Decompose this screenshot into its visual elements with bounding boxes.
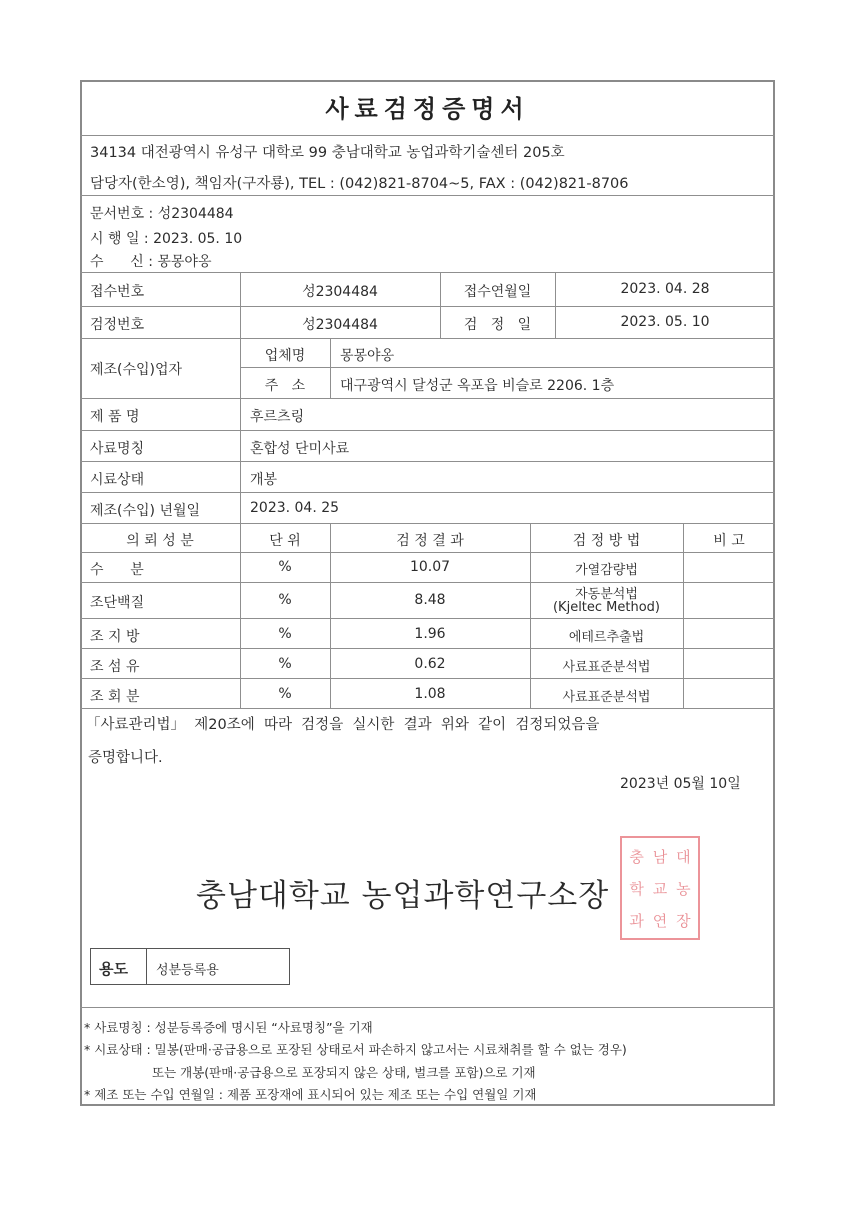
seal-char: 장: [676, 912, 691, 930]
row-unit: %: [278, 686, 292, 702]
note-item: 또는 개봉(판매·공급용으로 포장되지 않은 상태, 벌크를 포함)으로 기재: [152, 1065, 536, 1080]
row-unit: %: [278, 656, 292, 672]
divider: [80, 461, 775, 462]
document-title: 사료검정증명서: [325, 95, 530, 123]
divider: [80, 195, 775, 196]
note-item: * 사료명칭 : 성분등록증에 명시된 “사료명칭”을 기재: [84, 1020, 373, 1035]
issuer-contact: 담당자(한소영), 책임자(구자룡), TEL : (042)821-8704~5, FAX : (042)821-8706: [90, 176, 629, 192]
row-method: 가열감량법: [575, 563, 638, 578]
test-no-value: 성2304484: [302, 317, 378, 333]
row-method: 에테르추출법: [568, 630, 645, 645]
row-result: 8.48: [414, 592, 446, 608]
receipt-date-label: 접수연월일: [463, 284, 532, 300]
manufacturer-label: 제조(수입)업자: [90, 362, 183, 378]
seal-char: 남: [652, 848, 668, 866]
row-method-detail: (Kjeltec Method): [552, 600, 661, 615]
mfg-date-value: 2023. 04. 25: [250, 500, 340, 516]
row-method: 자동분석법: [575, 587, 638, 602]
official-seal: [620, 836, 700, 940]
product-name-value: 후르츠링: [250, 409, 305, 425]
divider: [683, 523, 684, 708]
header-component: 의 뢰 성 분: [126, 533, 194, 549]
usage-label: 용도: [99, 960, 128, 978]
divider: [530, 523, 531, 708]
seal-char: 과: [629, 912, 644, 930]
seal-char: 학: [629, 880, 644, 898]
usage-box: [90, 948, 290, 985]
header-method: 검 정 방 법: [572, 533, 641, 549]
note-item: * 시료상태 : 밀봉(판매·공급용으로 포장된 상태로서 파손하지 않고서는 시료채취를 할 수 없는 경우): [84, 1042, 627, 1057]
divider: [80, 492, 775, 493]
row-unit: %: [278, 592, 292, 608]
receipt-no-label: 접수번호: [90, 284, 145, 300]
sample-state-value: 개봉: [250, 472, 278, 488]
divider: [80, 1007, 775, 1008]
row-unit: %: [278, 559, 292, 575]
receipt-no-value: 성2304484: [302, 284, 378, 300]
sample-state-label: 시료상태: [90, 472, 145, 488]
row-method: 사료표준분석법: [562, 660, 651, 675]
divider: [80, 398, 775, 399]
divider: [80, 648, 775, 649]
row-result: 10.07: [409, 559, 451, 575]
recipient: 수 신 : 몽몽야옹: [90, 254, 212, 270]
certification-date: 2023년 05월 10일: [620, 776, 741, 792]
divider: [80, 523, 775, 524]
company-label: 업체명: [264, 348, 306, 364]
seal-char: 대: [676, 848, 691, 866]
usage-value: 성분등록용: [156, 963, 219, 978]
certification-statement-end: 증명합니다.: [88, 750, 163, 766]
divider: [80, 678, 775, 679]
note-item: * 제조 또는 수입 연월일 : 제품 포장재에 표시되어 있는 제조 또는 수입 연월일 기재: [84, 1087, 537, 1102]
seal-char: 농: [676, 880, 691, 898]
signatory: 충남대학교 농업과학연구소장: [196, 878, 610, 914]
address-label: 주 소: [264, 378, 306, 394]
test-date-value: 2023. 05. 10: [620, 314, 710, 330]
row-result: 0.62: [414, 656, 446, 672]
divider: [80, 135, 775, 136]
row-component: 조단백질: [90, 595, 145, 611]
doc-number: 문서번호 : 성2304484: [90, 206, 234, 222]
divider: [80, 272, 775, 273]
seal-char: 연: [652, 912, 668, 930]
row-component: 조 섬 유: [90, 659, 140, 675]
divider: [330, 523, 331, 708]
row-method: 사료표준분석법: [562, 690, 651, 705]
divider: [80, 430, 775, 431]
row-result: 1.96: [414, 626, 446, 642]
issuer-address: 34134 대전광역시 유성구 대학로 99 충남대학교 농업과학기술센터 205호: [90, 145, 565, 161]
header-result: 검 정 결 과: [396, 533, 464, 549]
issue-date: 시 행 일 : 2023. 05. 10: [90, 231, 243, 247]
product-name-label: 제 품 명: [90, 409, 140, 425]
divider: [330, 338, 331, 398]
seal-char: 교: [652, 880, 668, 898]
divider: [80, 708, 775, 709]
row-unit: %: [278, 626, 292, 642]
company-value: 몽몽야옹: [340, 348, 395, 364]
seal-char: 충: [629, 848, 644, 866]
row-component: 조 지 방: [90, 629, 140, 645]
test-no-label: 검정번호: [90, 317, 145, 333]
header-note: 비 고: [713, 533, 745, 549]
feed-name-value: 혼합성 단미사료: [250, 441, 350, 457]
header-unit: 단 위: [269, 533, 301, 549]
row-result: 1.08: [414, 686, 446, 702]
row-component: 수 분: [90, 562, 144, 578]
mfg-date-label: 제조(수입) 년월일: [90, 503, 201, 519]
address-value: 대구광역시 달성군 옥포읍 비슬로 2206. 1층: [340, 378, 615, 394]
certification-statement: 「사료관리법」 제20조에 따라 검정을 실시한 결과 위와 같이 검정되었음을: [86, 717, 600, 733]
divider: [80, 306, 775, 307]
divider: [240, 272, 241, 708]
feed-name-label: 사료명칭: [90, 441, 145, 457]
row-component: 조 회 분: [90, 689, 140, 705]
divider: [146, 949, 147, 984]
divider: [240, 367, 775, 368]
divider: [80, 338, 775, 339]
divider: [80, 618, 775, 619]
receipt-date-value: 2023. 04. 28: [620, 281, 710, 297]
divider: [80, 552, 775, 553]
test-date-label: 검 정 일: [463, 317, 532, 333]
